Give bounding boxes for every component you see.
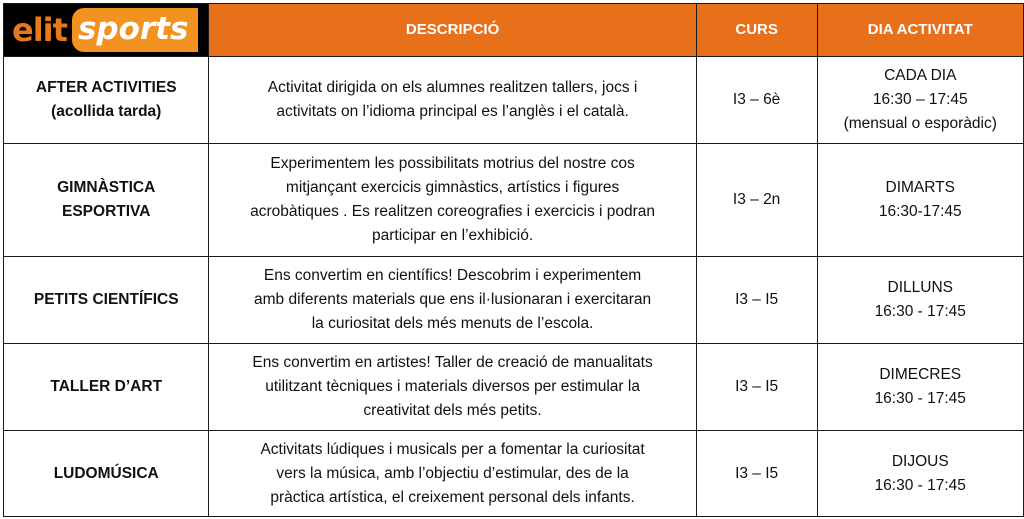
activity-dia-line: DIJOUS [891,452,949,470]
activity-description-line: utilitzant tècniques i materials diversos per estimular la [265,378,640,395]
activity-dia-line: CADA DIA [884,67,957,84]
activity-dia [817,144,1024,257]
activity-dia-line: 16:30 - 17:45 [874,476,966,494]
activity-description-line: amb diferents materials que ens il·lusionaran i exercitaran [254,291,652,308]
table-row [4,344,1024,431]
header-dia: DIA ACTIVITAT [817,4,1024,57]
activity-name [4,57,209,144]
activity-curs: I3 – 2n [696,144,817,257]
activity-description [209,257,696,344]
activity-description-line: Activitat dirigida on els alumnes realitzen tallers, jocs i [267,79,638,96]
logo-cell [4,4,209,57]
activity-name-line: (acollida tarda) [51,103,162,120]
activity-description-line: creativitat dels més petits. [363,402,542,419]
activity-name [4,344,209,431]
table-row [4,257,1024,344]
activity-name [4,144,209,257]
table-row [4,144,1024,257]
activity-name [4,257,209,344]
activity-name-line: GIMNÀSTICA [57,179,156,196]
activity-name-line: ESPORTIVA [62,203,151,220]
activity-description [209,144,696,257]
activity-description-line: Ens convertim en artistes! Taller de creació de manualitats [252,354,653,371]
activity-dia-line: 16:30 - 17:45 [874,303,966,320]
activity-curs: I3 – 6è [696,57,817,144]
activity-description-line: Experimentem les possibilitats motrius del nostre cos [270,155,635,172]
activity-description [209,344,696,431]
activity-name-line: AFTER ACTIVITIES [35,79,177,96]
activity-dia [817,257,1024,344]
activity-curs: I3 – I5 [696,431,817,517]
activity-name-line: TALLER D’ART [50,378,163,395]
activity-dia-line: DIMARTS [885,179,955,196]
activities-table [3,3,1024,517]
activity-description-line: la curiositat dels més menuts de l’escola. [311,315,594,332]
activity-dia-line: DILLUNS [887,279,953,296]
activity-description-line: pràctica artística, el creixement personal dels infants. [270,488,635,506]
activity-description-line: mitjançant exercicis gimnàstics, artístics i figures [285,179,620,196]
activity-dia [817,57,1024,144]
activity-description-line: Activitats lúdiques i musicals per a fomentar la curiositat [260,440,645,458]
header-row [4,4,1024,57]
elitsports-logo [4,4,208,56]
activity-name-line: PETITS CIENTÍFICS [33,291,179,308]
activity-dia-line: 16:30 - 17:45 [874,390,966,407]
activity-description-line: vers la música, amb l’objectiu d’estimular, des de la [276,464,629,482]
activity-dia-line: 16:30 – 17:45 [872,91,968,108]
activity-description-line: activitats on l’idioma principal es l’anglès i el català. [276,103,629,120]
activity-description-line: participar en l’exhibició. [372,227,534,244]
logo-sports: sports [72,8,199,52]
activity-name-line: LUDOMÚSICA [53,464,159,482]
activity-curs: I3 – I5 [696,257,817,344]
activity-dia-line: DIMECRES [879,366,962,383]
activity-description [209,57,696,144]
table-row [4,431,1024,517]
activity-description-line: Ens convertim en científics! Descobrim i experimentem [263,267,642,284]
activity-dia-line: (mensual o esporàdic) [843,115,997,132]
activity-dia-line: 16:30-17:45 [878,203,962,220]
activity-dia [817,344,1024,431]
header-descripcio: DESCRIPCIÓ [209,4,696,57]
activity-dia [817,431,1024,517]
logo-elit: elit [12,11,67,49]
activity-curs: I3 – I5 [696,344,817,431]
activity-name [4,431,209,517]
header-curs: CURS [696,4,817,57]
table-row [4,57,1024,144]
activity-description [209,431,696,517]
activity-description-line: acrobàtiques . Es realitzen coreografies i exercicis i podran [250,203,656,220]
